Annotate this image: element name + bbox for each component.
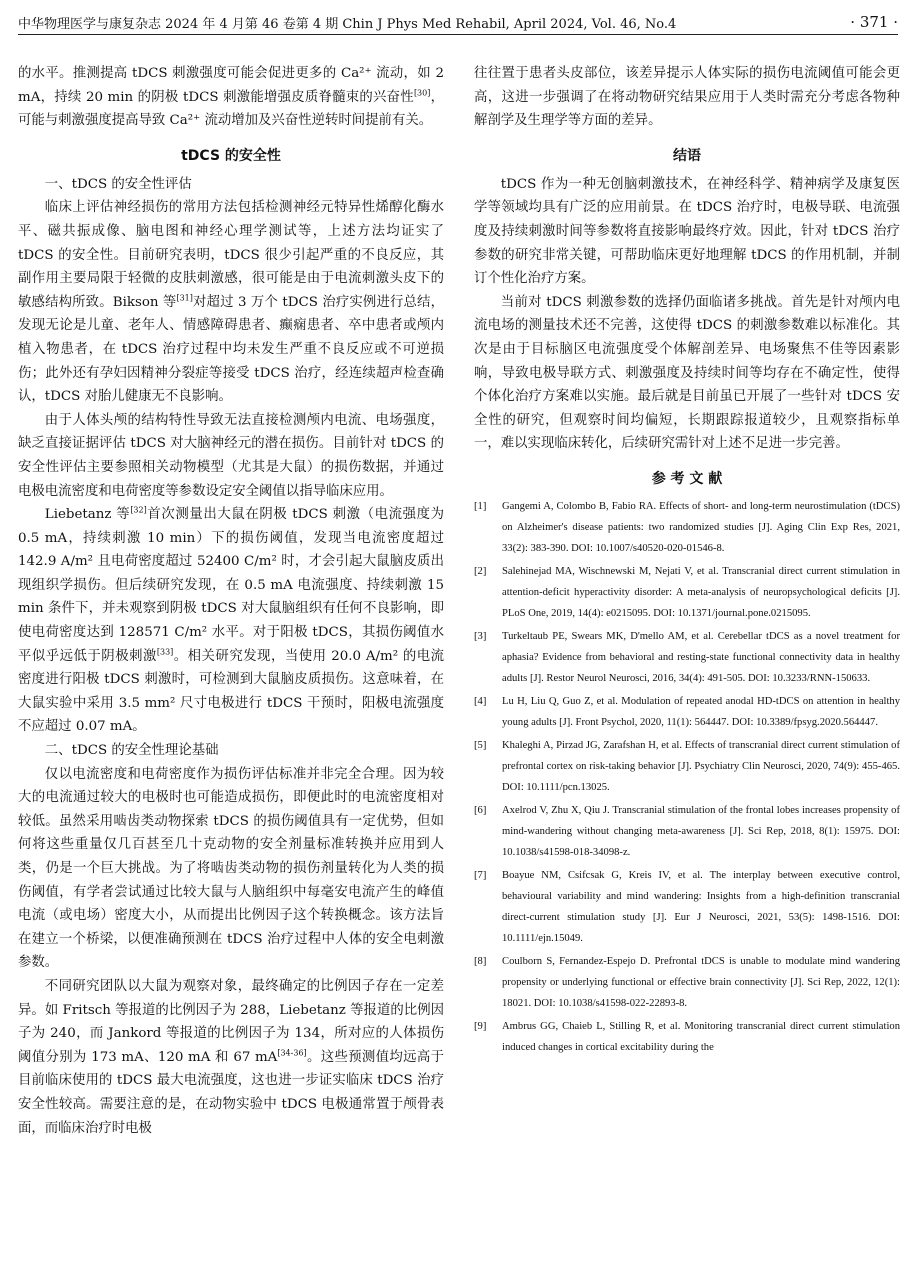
text-run: 对超过 3 万个 tDCS 治疗实例进行总结，发现无论是儿童、老年人、情感障碍患者、癫痫患者、卒中患者或颅内植入物患者，在 tDCS 治疗过程中均未发生严重不良反应或不可逆损伤；此外还有孕妇因精神分裂症等接受 tDCS 治疗，经连续超声检查确认，tDCS 对胎儿健康无不良影响。 [18, 294, 444, 405]
paragraph: 由于人体头颅的结构特性导致无法直接检测颅内电流、电场强度，缺乏直接证据评估 tDCS 对大脑神经元的潜在损伤。目前针对 tDCS 的安全性评估主要参照相关动物模型（尤其是大鼠）的损伤数据，并通过电极电流密度和电荷密度等参数设定安全阈值以指导临床应用。 [18, 412, 444, 499]
subsection-title: 一、tDCS 的安全性评估 [44, 176, 192, 192]
text-run: 的水平。推测提高 tDCS 刺激强度可能会促进更多的 Ca²⁺ 流动，如 2 mA，持续 20 min 的阴极 tDCS 刺激能增强皮质脊髓束的兴奋性 [18, 66, 444, 105]
reference-number: [8] [474, 955, 487, 967]
reference-item [474, 951, 900, 1014]
journal-citation: 中华物理医学与康复杂志 2024 年 4 月第 46 卷第 4 期 Chin J Phys Med Rehabil, April 2024, Vol. 46, No.4 [18, 16, 677, 32]
reference-number: [9] [474, 1020, 487, 1032]
reference-item [474, 1016, 900, 1058]
reference-text: Gangemi A, Colombo B, Fabio RA. Effects of short- and long-term neurostimulation (tDCS) on Alzheimer's disease patients: two randomized studies [J]. Aging Clin Exp Res, 2021, 33(2): 383-390. DOI: 10.1007/s40520-020-01546-8. [502, 500, 900, 554]
reference-list [474, 496, 900, 1058]
reference-item [474, 691, 900, 733]
text-run: 首次测量出大鼠在阴极 tDCS 刺激（电流强度为 0.5 mA，持续刺激 10 min）下的损伤阈值，发现当电流密度超过 142.9 A/m² 且电荷密度超过 52400 C/m² 时，才会引起大鼠脑皮质出现组织学损伤。但后续研究发现，在 0.5 mA 电流强度、持续刺激 15 min 条件下，并未观察到阴极 tDCS 对大鼠脑组织有任何不良影响，即使电荷密度达到 128571 C/m² 水平。对于阳极 tDCS，其损伤阈值水平似乎远低于阴极刺激 [18, 507, 444, 664]
citation-marker: [31] [176, 293, 193, 303]
text-run: 。相关研究发现，当使用 20.0 A/m² 的电流密度进行阳极 tDCS 刺激时，可检测到大鼠脑皮质损伤。这意味着，在大鼠实验中采用 3.5 mm² 尺寸电极进行 tDCS 干预时，阳极电流强度不应超过 0.07 mA。 [18, 648, 444, 735]
reference-text: Axelrod V, Zhu X, Qiu J. Transcranial stimulation of the frontal lobes increases propensity of mind-wandering without changing meta-awareness [J]. Sci Rep, 2018, 8(1): 15975. DOI: 10.1038/s41598-018-34098-z. [502, 804, 900, 858]
reference-number: [4] [474, 695, 487, 707]
paragraph: 当前对 tDCS 刺激参数的选择仍面临诸多挑战。首先是针对颅内电流电场的测量技术还不完善，这使得 tDCS 的刺激参数难以标准化。其次是由于目标脑区电流强度受个体解剖差异、电场聚焦不佳等因素影响，导致电极导联方式、刺激强度及持续时间等均存在不确定性，使得个体化治疗方案难以实施。最后就是目前虽已开展了一些针对 tDCS 安全性的研究，但观察时间均偏短，长期跟踪报道较少，且观察指标单一，难以实现临床转化，后续研究需针对上述不足进一步完善。 [474, 294, 900, 452]
left-column [18, 62, 444, 1272]
reference-item [474, 865, 900, 949]
reference-item [474, 496, 900, 559]
reference-item [474, 626, 900, 689]
page-number: · 371 · [850, 13, 898, 31]
reference-text: Turkeltaub PE, Swears MK, D'mello AM, et al. Cerebellar tDCS as a novel treatment for aphasia? Evidence from behavioral and resting-state functional connectivity data in healthy adults [J]. Restor Neurol Neurosci, 2016, 34(4): 491-505. DOI: 10.3233/RNN-150633. [502, 630, 900, 684]
reference-number: [5] [474, 739, 487, 751]
section-title-references: 参 考 文 献 [651, 470, 723, 487]
citation-marker: [33] [156, 647, 174, 657]
section-title-safety: tDCS 的安全性 [181, 147, 281, 164]
text-run: 。这些预测值均远高于目前临床使用的 tDCS 最大电流强度，这也进一步证实临床 tDCS 治疗安全性较高。需要注意的是，在动物实验中 tDCS 电极通常置于颅骨表面，而临床治疗时电极 [18, 1049, 444, 1136]
text-run: ，可能与刺激强度提高导致 Ca²⁺ 流动增加及兴奋性逆转时间提前有关。 [18, 89, 444, 129]
citation-marker: [34-36] [277, 1048, 307, 1058]
reference-item [474, 561, 900, 624]
paragraph: 往往置于患者头皮部位，该差异提示人体实际的损伤电流阈值可能会更高，这进一步强调了在将动物研究结果应用于人类时需充分考虑各物种解剖学及生理学等方面的差异。 [474, 66, 900, 129]
paragraph [18, 62, 444, 133]
subsection-title: 二、tDCS 的安全性理论基础 [44, 743, 219, 759]
text-run: 不同研究团队以大鼠为观察对象，最终确定的比例因子存在一定差异。如 Fritsch 等报道的比例因子为 288，Liebetanz 等报道的比例因子为 240，而 Jankord 等报道的比例因子为 134，所对应的人体损伤阈值分别为 173 mA、120 mA 和 67 mA [18, 978, 444, 1065]
reference-text: Boayue NM, Csifcsak G, Kreis IV, et al. The interplay between executive control, behavioural variability and mind wandering: Insights from a high-definition transcranial direct-current stimulation study [J]. Eur J Neurosci, 2021, 53(5): 1498-1516. DOI: 10.1111/ejn.15049. [502, 869, 900, 944]
text-run: Liebetanz 等 [44, 507, 131, 523]
right-column [474, 62, 900, 1272]
reference-number: [7] [474, 869, 487, 881]
reference-item [474, 800, 900, 863]
citation-marker: [32] [130, 505, 147, 515]
reference-text: Khaleghi A, Pirzad JG, Zarafshan H, et al. Effects of transcranial direct current stimulation of prefrontal cortex on risk-taking behavior [J]. Psychiatry Clin Neurosci, 2020, 74(9): 455-465. DOI: 10.1111/pcn.13025. [502, 739, 900, 793]
reference-text: Salehinejad MA, Wischnewski M, Nejati V, et al. Transcranial direct current stimulation in attention-deficit hyperactivity disorder: A meta-analysis of neuropsychological deficits [J]. PLoS One, 2019, 14(4): e0215095. DOI: 10.1371/journal.pone.0215095. [502, 565, 900, 619]
paragraph [18, 196, 444, 408]
paragraph: tDCS 作为一种无创脑刺激技术，在神经科学、精神病学及康复医学等领域均具有广泛的应用前景。在 tDCS 治疗时，电极导联、电流强度及持续刺激时间等参数将直接影响最终疗效。因此，针对 tDCS 治疗参数的研究非常关键，可帮助临床更好地理解 tDCS 的作用机制，并制订个性化治疗方案。 [474, 176, 900, 287]
paragraph [18, 975, 444, 1140]
reference-number: [2] [474, 565, 487, 577]
paragraph: 仅以电流密度和电荷密度作为损伤评估标准并非完全合理。因为较大的电流通过较大的电极时也可能造成损伤，即便此时的电流密度相对较低。虽然采用啮齿类动物探索 tDCS 的损伤阈值具有一定优势，但如何将这些重量仅几百甚至几十克动物的安全剂量标准转换并应用到人类，仍是一个巨大挑战。为了将啮齿类动物的损伤剂量转化为人类的损伤阈值，有学者尝试通过比较大鼠与人脑组织中每毫安电流产生的峰值电流（或电场）密度大小，从而提出比例因子这个转换概念。该方法旨在建立一个桥梁，以便准确预测在 tDCS 治疗过程中人体的安全电刺激参数。 [18, 766, 444, 971]
reference-text: Lu H, Liu Q, Guo Z, et al. Modulation of repeated anodal HD-tDCS on attention in healthy young adults [J]. Front Psychol, 2020, 11(1): 564447. DOI: 10.3389/fpsyg.2020.564447. [502, 695, 900, 728]
reference-number: [6] [474, 804, 487, 816]
section-title-conclusion: 结语 [673, 147, 701, 164]
text-run: 临床上评估神经损伤的常用方法包括检测神经元特异性烯醇化酶水平、磁共振成像、脑电图和神经心理学测试等，上述方法均证实了 tDCS 的安全性。目前研究表明，tDCS 很少引起严重的不良反应，其副作用主要局限于轻微的皮肤刺激感，很可能是由于电流刺激头皮下的敏感结构所致。Bikson 等 [18, 200, 444, 310]
reference-number: [3] [474, 630, 487, 642]
reference-text: Coulborn S, Fernandez-Espejo D. Prefrontal tDCS is unable to modulate mind wandering propensity or underlying functional or effective brain connectivity [J]. Sci Rep, 2022, 12(1): 18021. DOI: 10.1038/s41598-022-22893-8. [502, 955, 900, 1009]
reference-text: Ambrus GG, Chaieb L, Stilling R, et al. Monitoring transcranial direct current stimulation induced changes in cortical excitability during the [502, 1020, 900, 1053]
citation-marker: [30] [413, 88, 431, 98]
paragraph [18, 503, 444, 739]
running-header [18, 10, 898, 35]
reference-number: [1] [474, 500, 487, 512]
reference-item [474, 735, 900, 798]
